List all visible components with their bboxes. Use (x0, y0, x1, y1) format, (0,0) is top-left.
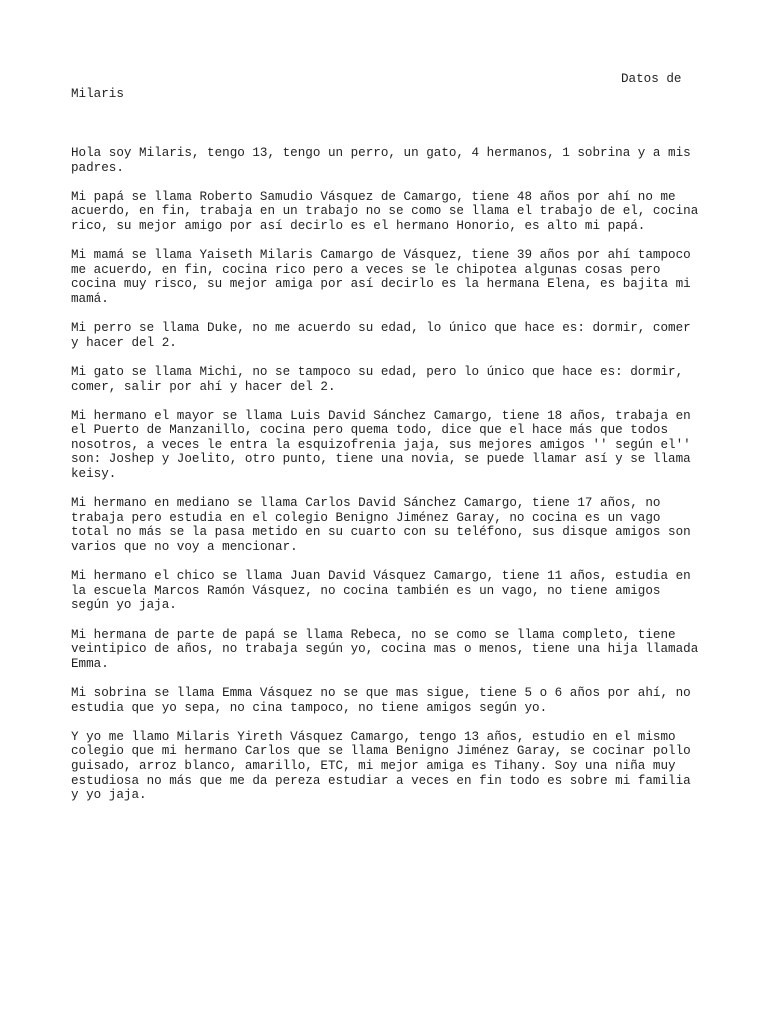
paragraph-niece: Mi sobrina se llama Emma Vásquez no se que mas sigue, tiene 5 o 6 años por ahí, no estudia que yo sepa, no cina tampoco, no tiene amigos según yo. (71, 685, 691, 715)
paragraph-middle-brother: Mi hermano en mediano se llama Carlos David Sánchez Camargo, tiene 17 años, no trabaja pero estudia en el colegio Benigno Jiménez Garay, no cocina es un vago total no más se la pasa metido en su cuarto con su teléfono, sus disque amigos son varios que no voy a mencionar. (71, 496, 691, 555)
paragraph-cat: Mi gato se llama Michi, no se tampoco su edad, pero lo único que hace es: dormir, comer, salir por ahí y hacer del 2. (71, 364, 684, 394)
paragraph-dog: Mi perro se llama Duke, no me acuerdo su edad, lo único que hace es: dormir, comer y hacer del 2. (71, 321, 691, 350)
paragraph-half-sister: Mi hermana de parte de papá se llama Rebeca, no se como se llama completo, tiene veintipico de años, no trabaja según yo, cocina mas o menos, tiene una hija llamada Emma. (71, 627, 699, 671)
document-title (71, 72, 701, 101)
title-line-2: Milaris (71, 86, 124, 101)
paragraph-youngest-brother: Mi hermano el chico se llama Juan David Vásquez Camargo, tiene 11 años, estudia en la escuela Marcos Ramón Vásquez, no cocina también es un vago, no tiene amigos según yo jaja. (71, 569, 691, 613)
paragraph-intro: Hola soy Milaris, tengo 13, tengo un perro, un gato, 4 hermanos, 1 sobrina y a mis padres. (71, 146, 691, 175)
paragraph-father: Mi papá se llama Roberto Samudio Vásquez de Camargo, tiene 48 años por ahí no me acuerdo, en fin, trabaja en un trabajo no se como se llama el trabajo de el, cocina rico, su mejor amigo por así decirlo es el hermano Honorio, es alto mi papá. (71, 189, 699, 233)
paragraph-mother: Mi mamá se llama Yaiseth Milaris Camargo de Vásquez, tiene 39 años por ahí tampoco me acuerdo, en fin, cocina rico pero a veces se le chipotea algunas cosas pero cocina muy risco, su mejor amiga por así decirlo es la hermana Elena, es bajita mi mamá. (71, 248, 691, 306)
document-body (71, 146, 703, 817)
title-line-1: Datos de (621, 72, 682, 86)
paragraph-oldest-brother: Mi hermano el mayor se llama Luis David Sánchez Camargo, tiene 18 años, trabaja en el Puerto de Manzanillo, cocina pero quema todo, dice que el hace más que todos nosotros, a veces le entra la esquizofrenia jaja, sus mejores amigos '' según el'' son: Joshep y Joelito, otro punto, tiene una novia, se puede llamar así y se llama keisy. (71, 408, 691, 482)
paragraph-self: Y yo me llamo Milaris Yireth Vásquez Camargo, tengo 13 años, estudio en el mismo colegio que mi hermano Carlos que se llama Benigno Jiménez Garay, se cocinar pollo guisado, arroz blanco, amarillo, ETC, mi mejor amiga es Tihany. Soy una niña muy estudiosa no más que me da pereza estudiar a veces en fin todo es sobre mi familia y yo jaja. (71, 729, 691, 803)
